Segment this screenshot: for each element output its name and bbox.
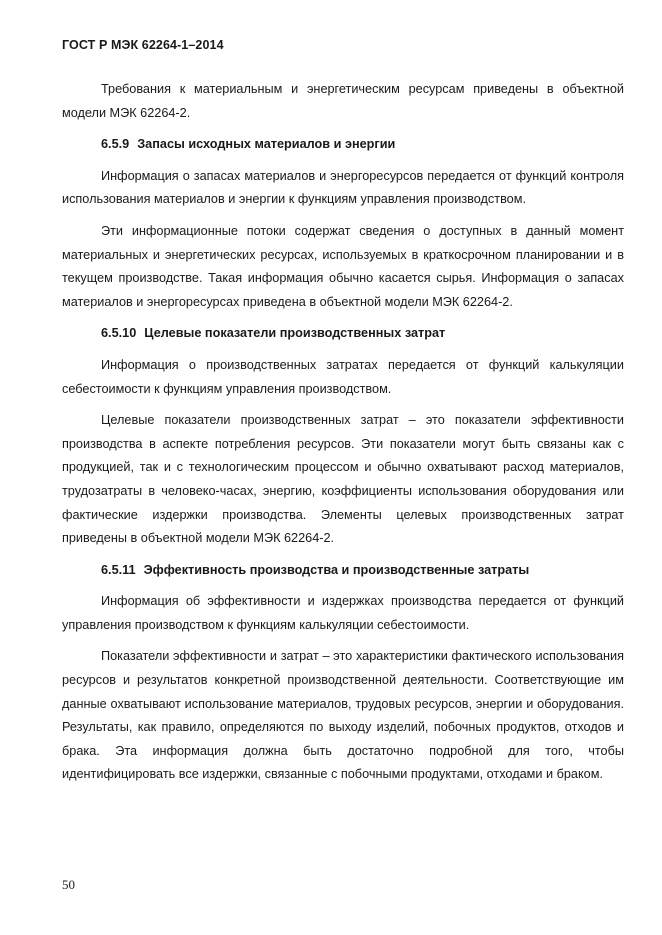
paragraph: Эти информационные потоки содержат сведения о доступных в данный момент материальных и энергетических ресурсах, используемых в краткосрочном планировании и в текущем производстве. Такая информация обычно касается сырья. Информация о запасах материалов и энергоресурсах приведена в объектной модели МЭК 62264-2. [62,223,624,309]
paragraph: Информация об эффективности и издержках производства передается от функций управления производством к функциям калькуляции себестоимости. [62,594,624,632]
document-header: ГОСТ Р МЭК 62264-1–2014 [62,38,224,52]
paragraph: Информация о производственных затратах передается от функций калькуляции себестоимости к функциям управления производством. [62,357,624,396]
section-heading-6-5-11 [62,559,624,583]
section-number: 6.5.11 [101,562,136,577]
section-number: 6.5.10 [101,326,137,341]
paragraph: Информация о запасах материалов и энергоресурсов передается от функций контроля использования материалов и энергии к функциям управления производством. [62,168,624,207]
page-number: 50 [62,877,75,892]
document-body [62,78,624,795]
section-title: Целевые показатели производственных затрат [144,326,446,341]
paragraph: Показатели эффективности и затрат – это характеристики фактического использования ресурсов и результатов конкретной производственной деятельности. Соответствующие им данные охватывают использование материалов, трудовых ресурсов, энергии и оборудования. Результаты, как правило, определяются по выходу изделий, побочных продуктов, отходов и брака. Эта информация должна быть достаточно подробной для того, чтобы идентифицировать все издержки, связанные с побочными продуктами, отходами и браком. [62,649,624,782]
section-number: 6.5.9 [101,137,130,152]
paragraph: Целевые показатели производственных затрат – это показатели эффективности производства в аспекте потребления ресурсов. Эти показатели могут быть связаны как с продукцией, так и с технологическим процессом и обычно охватывают расход материалов, трудозатраты в человеко-часах, энергию, коэффициенты использования оборудования или фактические издержки производства. Элементы целевых производственных затрат приведены в объектной модели МЭК 62264-2. [62,413,624,546]
section-heading-6-5-10 [62,322,624,346]
section-title: Запасы исходных материалов и энергии [137,137,396,152]
section-heading-6-5-9 [62,133,624,157]
section-title: Эффективность производства и производственные затраты [143,562,530,577]
paragraph-intro: Требования к материальным и энергетическим ресурсам приведены в объектной модели МЭК 62264-2. [62,82,624,120]
